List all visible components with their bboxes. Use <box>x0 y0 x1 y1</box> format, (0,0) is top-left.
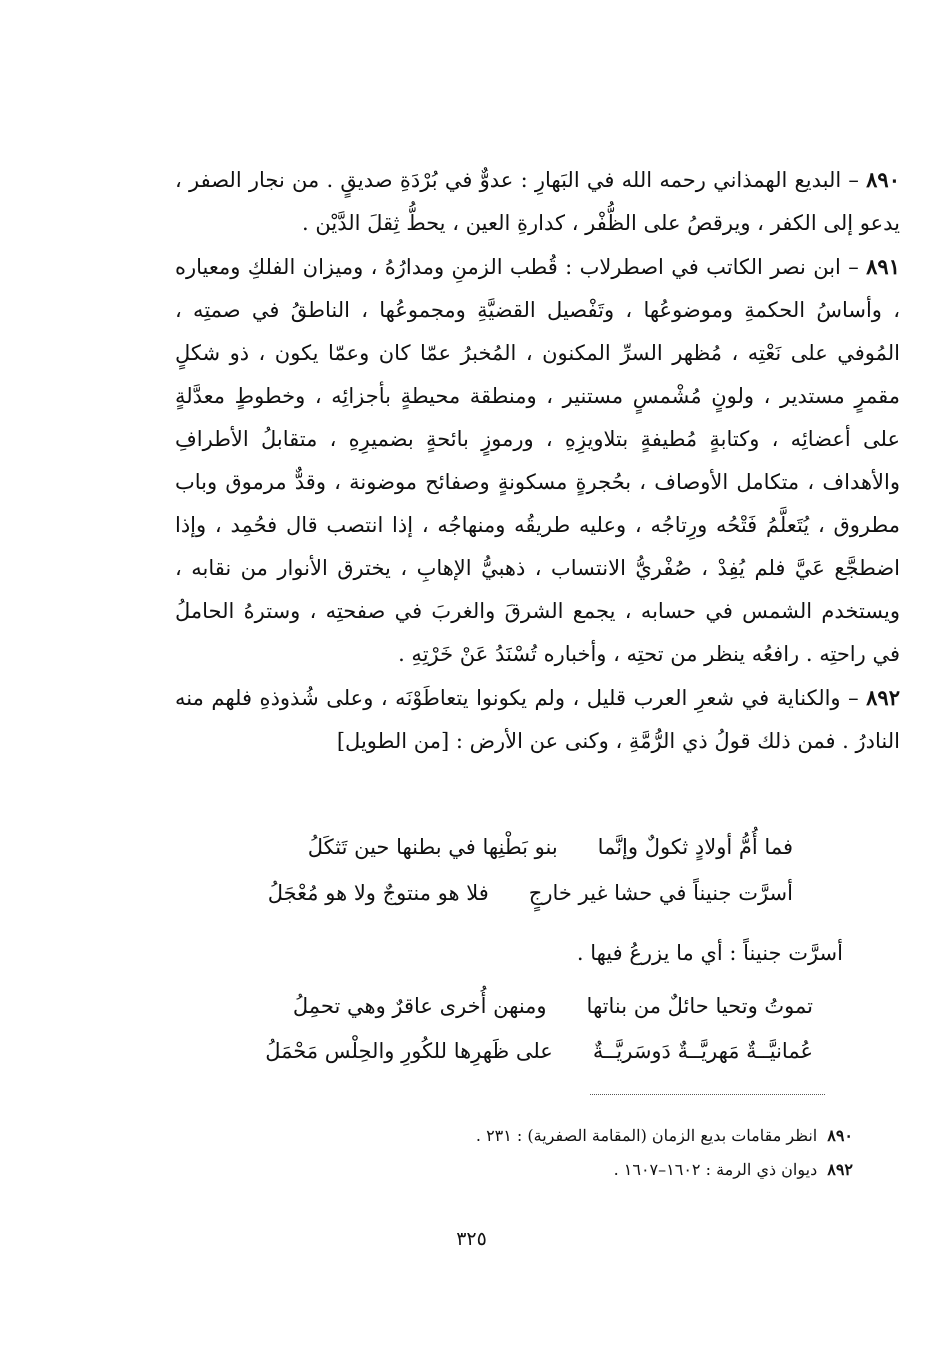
verse-second-hemistich: ومنهن أُخرى عاقرٌ وهي تحمِلُ <box>292 994 547 1018</box>
body-text <box>175 158 900 763</box>
verse-first-hemistich: فما أُمُّ أولادٍ ثكولٌ وإنَّما <box>597 835 793 859</box>
verse-line <box>265 1030 813 1073</box>
paragraph-text: – البديع الهمذاني رحمه الله في البَهارِ : عدوٌّ في بُرْدَةِ صديقٍ . من نجار الصفر ، يدعو إلى الكفر ، ويرقصُ على الظُّفْر ، كدارةِ العين ، يحطُّ ثِقلَ الدَّيْن . <box>175 168 900 235</box>
footnote-text: انظر مقامات بديع الزمان (المقامة الصفرية) : ٢٣١ . <box>475 1126 818 1145</box>
footnote <box>614 1160 853 1179</box>
paragraph-number: ٨٩٠ <box>866 167 900 192</box>
paragraph-890 <box>175 158 900 245</box>
verse-first-hemistich: تموتُ وتحيا حائلٌ من بناتها <box>586 994 813 1018</box>
footnote-separator <box>590 1094 825 1095</box>
verse-second-hemistich: بنو بَطْنِها في بطنها حين تَثكَلُ <box>307 835 558 859</box>
paragraph-number: ٨٩١ <box>866 254 900 279</box>
paragraph-number: ٨٩٢ <box>866 685 900 710</box>
footnote <box>476 1126 853 1145</box>
verse-line <box>308 826 793 869</box>
verse-first-hemistich: عُمانيَّــةٌ مَهريَّــةٌ دَوسَريَّــةٌ <box>592 1039 813 1063</box>
verse-line <box>268 872 793 915</box>
verse-first-hemistich: أسرَّت جنيناً في حشا غير خارجٍ <box>528 881 793 905</box>
footnote-text: ديوان ذي الرمة : ١٦٠٢–١٦٠٧ . <box>613 1160 818 1179</box>
page-number: ٣٢٥ <box>456 1228 487 1250</box>
footnote-number: ٨٩٠ <box>827 1126 853 1145</box>
paragraph-text: – والكناية في شعرِ العرب قليل ، ولم يكونوا يتعاطَوْنَه ، وعلى شُذوذهِ فلهم منه النادرُ . فمن ذلك قولُ ذي الرُّمَّةِ ، وكنى عن الأرض : [من الطويل] <box>175 686 900 753</box>
verse-line <box>293 985 813 1028</box>
verse-second-hemistich: على ظَهرِها للكُورِ والحِلْس مَحْمَلُ <box>265 1039 553 1063</box>
paragraph-892 <box>175 676 900 763</box>
paragraph-891 <box>175 245 900 676</box>
footnote-number: ٨٩٢ <box>827 1160 853 1179</box>
gloss-text: أسرَّت جنيناً : أي ما يزرعُ فيها . <box>576 941 843 965</box>
paragraph-text: – ابن نصر الكاتب في اصطرلاب : قُطب الزمنِ ومدارُهُ ، وميزان الفلكِ ومعياره ، وأساسُ الحكمةِ وموضوعُها ، وتَفْصيل القضيَّةِ ومجموعُها ، الناطقُ في صمتِه ، المُوفي على نَعْتِه ، مُظهر السرِّ المكنون ، المُخبرُ عمّا كان وعمّا يكون ، ذو شكلٍ مقمرٍ مستدير ، ولونٍ مُشْمسٍ مستنير ، ومنطقة محيطةٍ بأجزائِه ، وخطوطٍ معدَّلةٍ على أعضائِه ، وكتابةٍ مُطيفةٍ بتلاويزِهِ ، ورموزٍ بائحةٍ بضميرِهِ ، متقابلُ الأطرافِ والأهداف ، متكامل الأوصاف ، بحُجرةٍ مسكونةٍ وصفائح موضونة ، وقدٌّ مرموق وباب مطروق ، يُتَعلَّمُ فَتْحُه ورِتاجُه ، وعليه طريقُه ومنهاجُه ، إذا انتصب قال فحُمِد ، وإذا اضطجَّع عَيَّ فلم يُفِدْ ، صُفْريُّ الانتساب ، ذهبيُّ الإهابِ ، يخترق الأنوار من نقابه ، ويستخدم الشمس في حسابه ، يجمع الشرقَ والغربَ في صفحتِه ، وسترهُ الحاملُ في راحتِه . رافعُه ينظر من تحتِه ، وأخباره تُسْنَدُ عَنْ خَرْتِهِ . <box>175 255 900 666</box>
verse-second-hemistich: فلا هو منتوجٌ ولا هو مُعْجَلُ <box>267 881 489 905</box>
gloss-line <box>577 932 843 975</box>
